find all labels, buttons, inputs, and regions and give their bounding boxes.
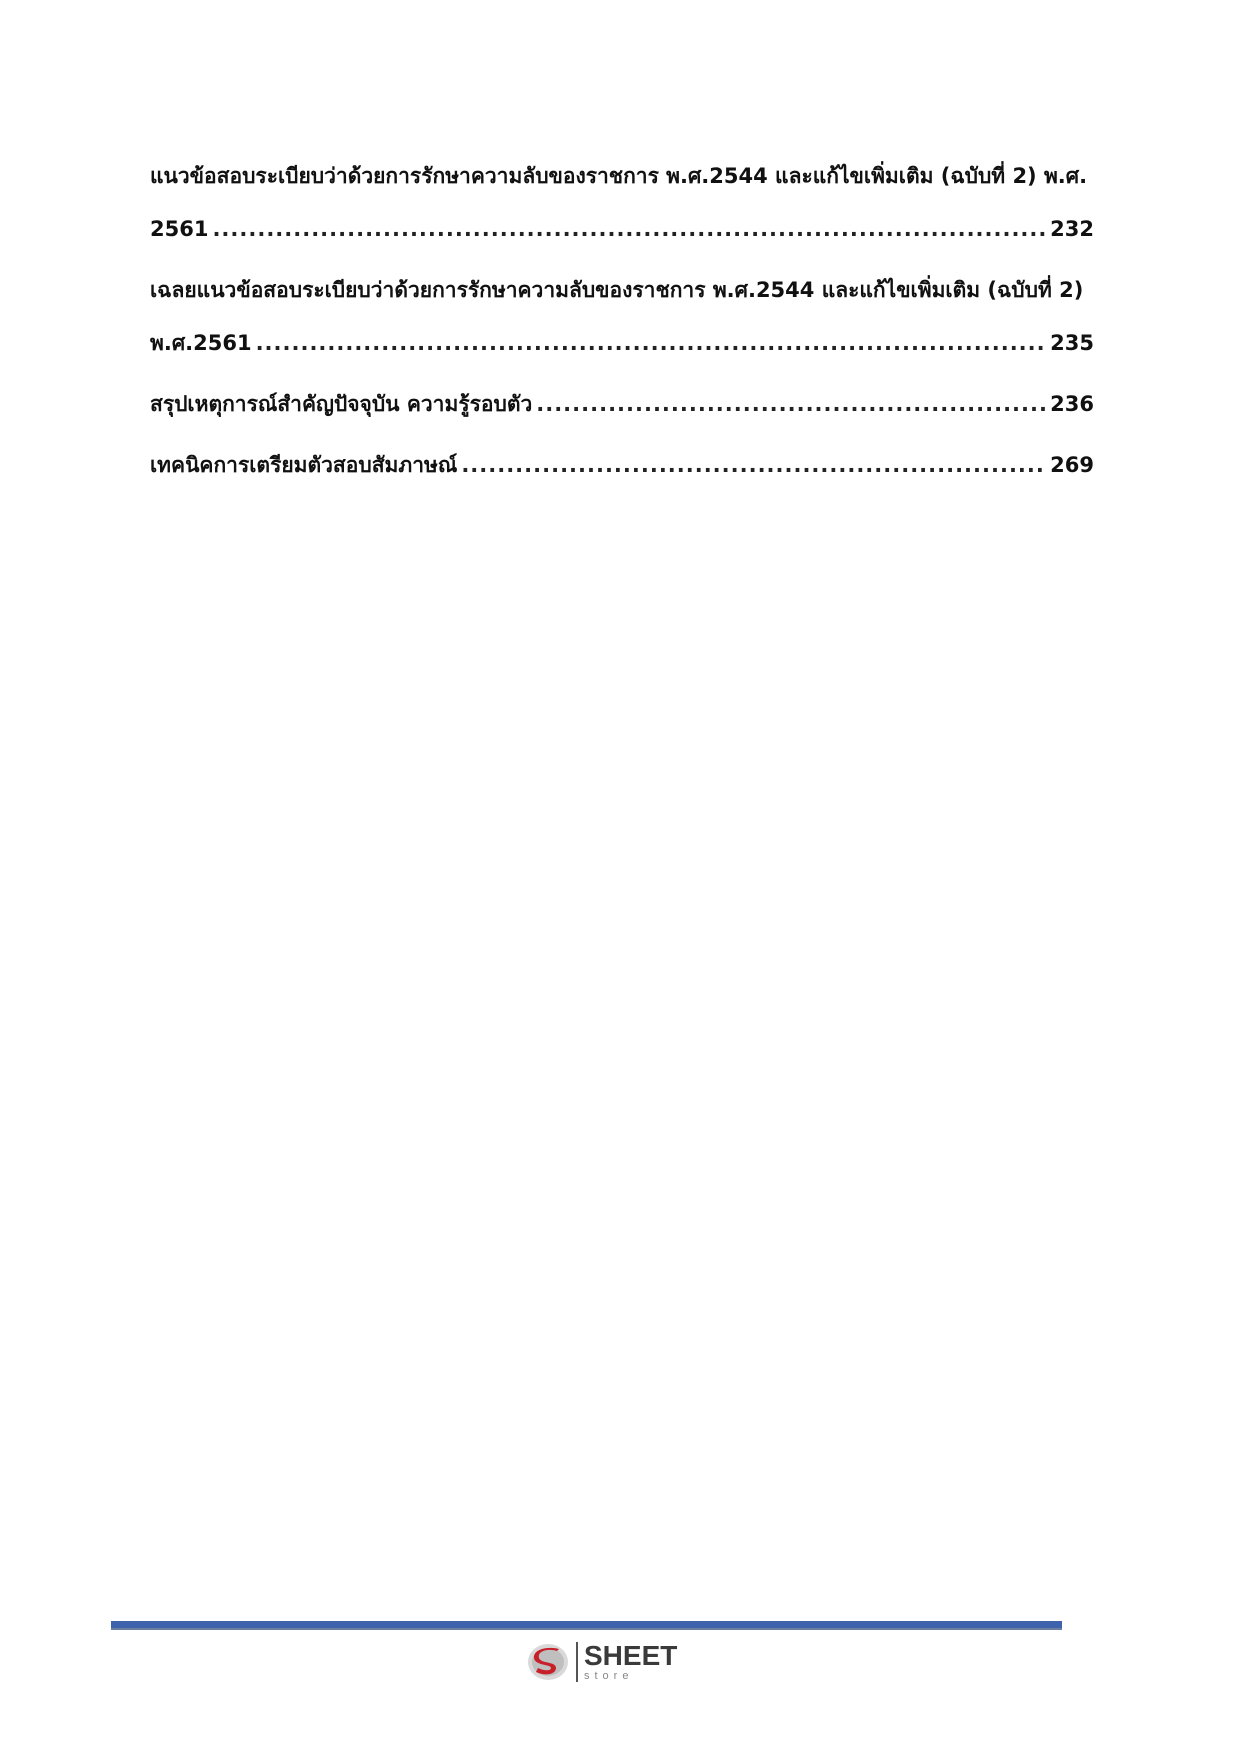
logo-wordmark — [584, 1642, 677, 1682]
toc-entry-title: แนวข้อสอบระเบียบว่าด้วยการรักษาความลับของราชการ พ.ศ.2544 และแก้ไขเพิ่มเติม (ฉบับที่ 2) พ.ศ. — [150, 164, 1088, 188]
toc-leader-dots — [536, 378, 1046, 431]
toc-entry-regulation-exam[interactable] — [150, 150, 1094, 256]
logo-subword: store — [584, 1670, 634, 1682]
toc-page-number: 232 — [1050, 217, 1094, 241]
logo-separator — [576, 1642, 578, 1682]
footer-divider-bar — [111, 1621, 1062, 1630]
toc-entry-title-cont: พ.ศ.2561 — [150, 331, 252, 355]
toc-page-number: 235 — [1050, 331, 1094, 355]
toc-entry-title: เทคนิคการเตรียมตัวสอบสัมภาษณ์ — [150, 453, 458, 477]
toc-entry-title-cont: 2561 — [150, 217, 209, 241]
toc-entry-interview-techniques[interactable] — [150, 439, 1094, 492]
table-of-contents — [150, 150, 1094, 500]
sheet-store-s-logo-icon — [526, 1640, 570, 1684]
toc-entry-regulation-answers[interactable] — [150, 264, 1094, 370]
sheet-store-logo — [526, 1638, 677, 1686]
toc-page-number: 269 — [1050, 453, 1094, 477]
toc-page-number: 236 — [1050, 392, 1094, 416]
toc-leader-dots — [461, 439, 1046, 492]
toc-leader-dots — [256, 317, 1047, 370]
toc-leader-dots — [212, 203, 1046, 256]
toc-entry-title: เฉลยแนวข้อสอบระเบียบว่าด้วยการรักษาความลับของราชการ พ.ศ.2544 และแก้ไขเพิ่มเติม (ฉบับที่ 2) — [150, 278, 1084, 302]
logo-word: SHEET — [584, 1640, 678, 1671]
toc-entry-title: สรุปเหตุการณ์สำคัญปัจจุบัน ความรู้รอบตัว — [150, 392, 533, 416]
toc-entry-current-events[interactable] — [150, 378, 1094, 431]
